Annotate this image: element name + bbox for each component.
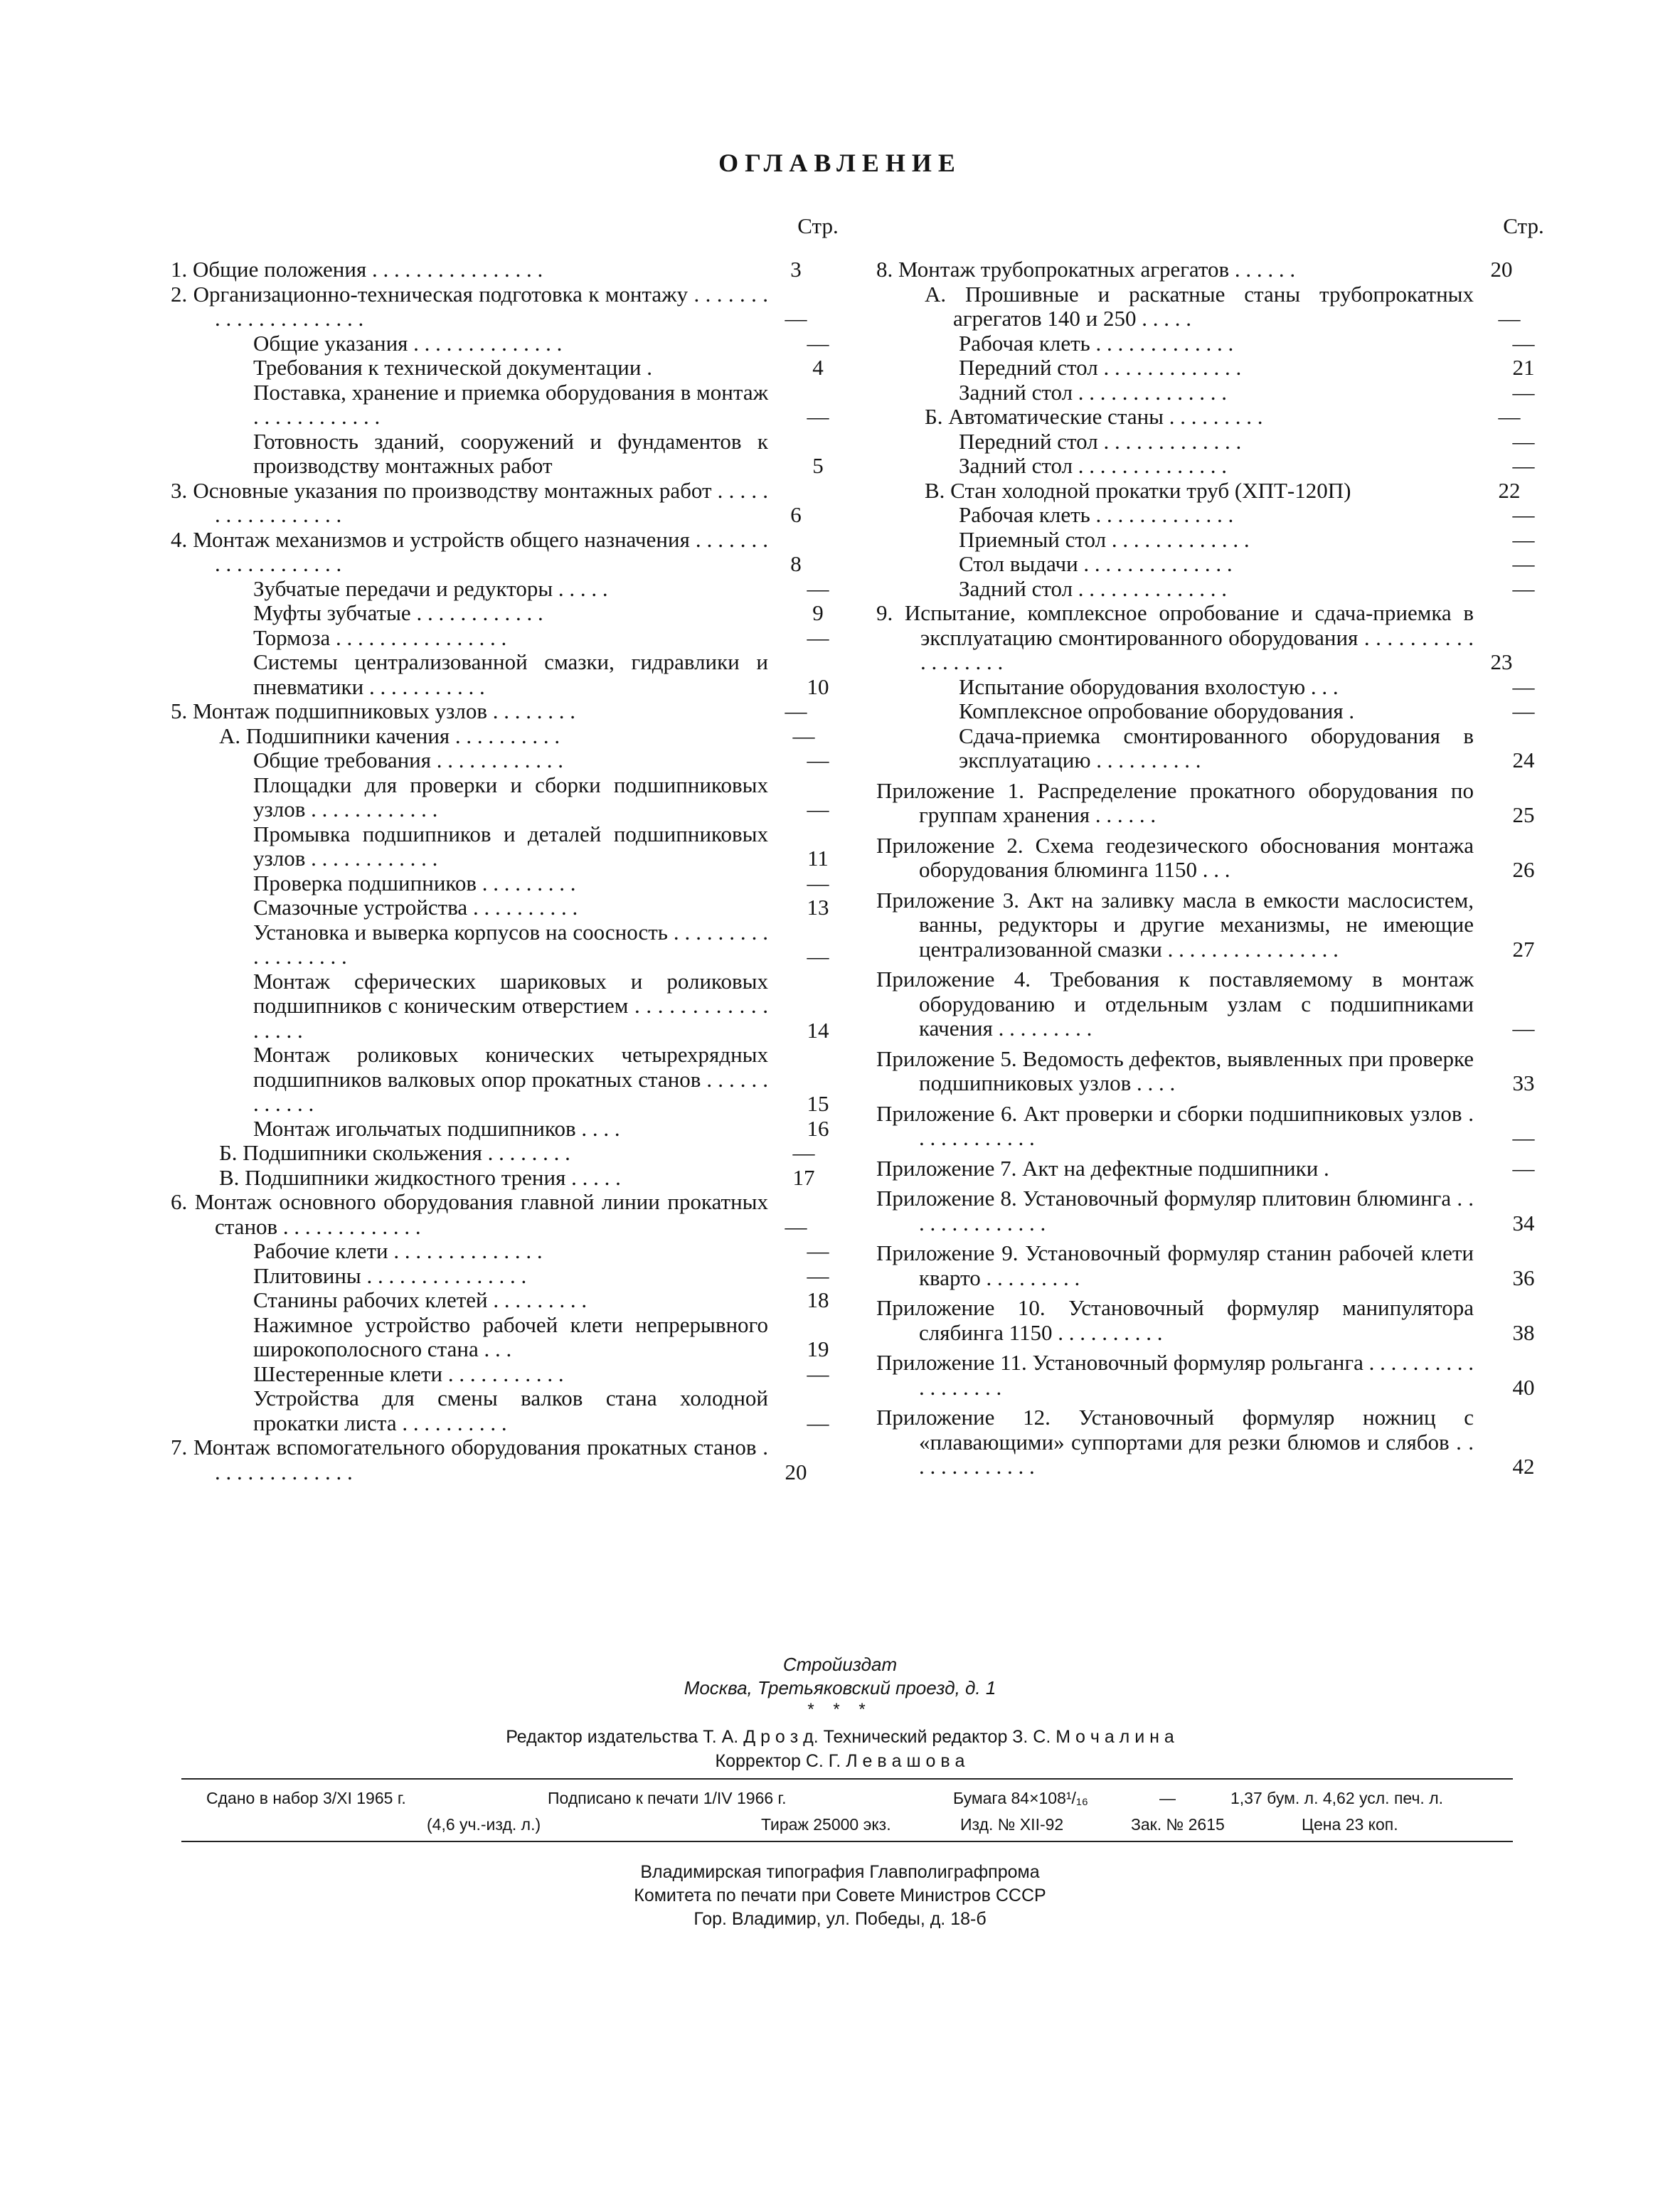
page-title: ОГЛАВЛЕНИЕ	[718, 149, 962, 177]
toc-entry	[171, 381, 846, 430]
toc-entry-page: 10	[807, 674, 829, 699]
toc-entry	[876, 724, 1552, 773]
toc-entry	[876, 282, 1552, 331]
toc-entry-page: 6	[790, 502, 802, 527]
toc-entry	[171, 1435, 846, 1484]
toc-entry-page: 3	[790, 257, 802, 282]
toc-entry-page: 24	[1512, 748, 1535, 772]
toc-entry	[876, 601, 1552, 675]
toc-entry-title: Проверка подшипников . . . . . . . . .	[253, 870, 576, 895]
toc-entry	[171, 1239, 846, 1264]
toc-entry-page: —	[785, 698, 807, 723]
toc-entry-title: 4. Монтаж механизмов и устройств общего назначения . . . . . . . . . . . . . . . . . . .	[171, 526, 768, 576]
toc-entry-title: Установка и выверка корпусов на соосность . . . . . . . . . . . . . . . . . .	[253, 919, 768, 969]
toc-entry-page: 36	[1512, 1265, 1535, 1290]
toc-entry	[876, 1186, 1552, 1235]
toc-entry-page: —	[1512, 1125, 1535, 1150]
toc-entry-page: 27	[1512, 936, 1535, 962]
publisher-address: Москва, Третьяковский проезд, д. 1	[684, 1677, 996, 1698]
toc-entry-page: —	[1512, 551, 1535, 576]
toc-entry-title: Приложение 4. Требования к поставляемому в монтаж оборудованию и отдельным узлам с подшипниками качения . . . . . . . . .	[876, 967, 1474, 1041]
toc-entry-title: Муфты зубчатые . . . . . . . . . . . .	[253, 600, 543, 625]
toc-entry-page: 4	[812, 355, 824, 380]
toc-entry	[171, 356, 846, 381]
toc-entry-title: А. Прошивные и раскатные станы трубопрокатных агрегатов 140 и 250 . . . . .	[925, 281, 1474, 331]
toc-entry-title: 9. Испытание, комплексное опробование и сдача-приемка в эксплуатацию смонтированного оборудования . . . . . . . . . . . . . . . . . .	[876, 600, 1474, 674]
toc-entry	[171, 724, 846, 749]
toc-entry-title: 6. Монтаж основного оборудования главной линии прокатных станов . . . . . . . . . . . . .	[171, 1189, 768, 1239]
toc-entry	[171, 577, 846, 602]
toc-entry-title: Промывка подшипников и деталей подшипниковых узлов . . . . . . . . . . . .	[253, 821, 768, 871]
toc-entry-title: Шестеренные клети . . . . . . . . . . .	[253, 1361, 564, 1386]
toc-entry	[876, 454, 1552, 479]
toc-entry	[876, 967, 1552, 1041]
toc-entry	[171, 822, 846, 871]
print-detail-cell: —	[1159, 1789, 1176, 1807]
toc-entry-page: 9	[812, 600, 824, 625]
corrector-line: Корректор С. Г. Л е в а ш о в а	[715, 1751, 965, 1771]
toc-entry	[876, 699, 1552, 724]
toc-entry	[171, 626, 846, 651]
print-detail-cell: Бумага 84×108¹/₁₆	[953, 1789, 1088, 1807]
toc-entry-title: Приложение 3. Акт на заливку масла в емкости маслосистем, ванны, редукторы и другие механизмы, не имеющие централизованной смазки . . . . . . . . . . . . . . . .	[876, 887, 1474, 962]
toc-entry-title: Тормоза . . . . . . . . . . . . . . . .	[253, 624, 507, 650]
toc-entry-title: Рабочая клеть . . . . . . . . . . . . .	[959, 330, 1234, 356]
toc-entry	[876, 675, 1552, 700]
toc-entry	[876, 1102, 1552, 1151]
toc-entry-page: —	[1512, 330, 1535, 356]
toc-entry-title: А. Подшипники качения . . . . . . . . . .	[219, 723, 560, 748]
toc-entry	[171, 871, 846, 896]
toc-entry-page: —	[807, 1238, 829, 1263]
imprint-rule-top	[181, 1778, 1513, 1780]
printer-line: Комитета по печати при Совете Министров СССР	[634, 1886, 1046, 1905]
toc-entry-page: 23	[1490, 649, 1513, 674]
toc-entry-title: Приложение 1. Распределение прокатного оборудования по группам хранения . . . . . .	[876, 777, 1474, 827]
toc-right-entries	[876, 257, 1552, 1479]
toc-entry-title: Стол выдачи . . . . . . . . . . . . . .	[959, 551, 1233, 576]
toc-entry	[171, 601, 846, 626]
print-detail-cell: 1,37 бум. л. 4,62 усл. печ. л.	[1230, 1789, 1444, 1807]
toc-entry-title: Приложение 2. Схема геодезического обоснования монтажа оборудования блюминга 1150 . . .	[876, 832, 1474, 882]
toc-entry-title: Комплексное опробование оборудования .	[959, 698, 1355, 723]
toc-entry	[171, 1117, 846, 1142]
toc-entry-page: —	[785, 1213, 807, 1239]
page-column-label: Стр.	[797, 213, 839, 238]
toc-entry-page: —	[1512, 379, 1535, 405]
editors-line: Редактор издательства Т. А. Д р о з д. Технический редактор З. С. М о ч а л и н а	[506, 1727, 1174, 1747]
toc-entry-page: 25	[1512, 802, 1535, 827]
toc-entry-title: Передний стол . . . . . . . . . . . . .	[959, 355, 1242, 380]
toc-entry	[876, 405, 1552, 430]
toc-entry-title: Смазочные устройства . . . . . . . . . .	[253, 895, 578, 920]
toc-entry	[171, 650, 846, 699]
toc-entry-page: —	[1512, 428, 1535, 454]
toc-entry-page: —	[807, 870, 829, 895]
toc-entry-title: Приложение 9. Установочный формуляр станин рабочей клети кварто . . . . . . . . .	[876, 1240, 1474, 1290]
toc-entry	[171, 1288, 846, 1313]
print-detail-cell: Сдано в набор 3/XI 1965 г.	[206, 1789, 406, 1807]
toc-entry-title: Приложение 8. Установочный формуляр плитовин блюминга . . . . . . . . . . . . . .	[876, 1186, 1474, 1235]
toc-entry-page: 19	[807, 1336, 829, 1361]
toc-entry	[876, 834, 1552, 883]
toc-entry	[171, 1141, 846, 1166]
toc-entry	[876, 888, 1552, 962]
toc-entry	[876, 1241, 1552, 1290]
toc-entry	[171, 1386, 846, 1435]
toc-entry-title: В. Стан холодной прокатки труб (ХПТ-120П)	[925, 477, 1351, 503]
toc-entry-title: Станины рабочих клетей . . . . . . . . .	[253, 1287, 588, 1312]
toc-entry-title: Монтаж игольчатых подшипников . . . .	[253, 1115, 620, 1141]
toc-entry-page: 11	[807, 846, 829, 871]
toc-entry	[171, 969, 846, 1043]
toc-entry-page: 34	[1512, 1210, 1535, 1235]
toc-entry-page: 20	[785, 1459, 807, 1484]
toc-entry-page: —	[807, 624, 829, 650]
toc-entry-page: 22	[1498, 477, 1521, 503]
toc-entry-title: 1. Общие положения . . . . . . . . . . . . . . . .	[171, 257, 543, 282]
toc-entry-page: 13	[807, 895, 829, 920]
toc-entry-title: Б. Подшипники скольжения . . . . . . . .	[219, 1140, 570, 1165]
toc-entry	[171, 282, 846, 331]
toc-entry	[171, 748, 846, 773]
toc-entry-page: 17	[792, 1164, 815, 1190]
toc-entry-title: Монтаж сферических шариковых и роликовых подшипников с коническим отверстием . . . . . . . . . . . . . . . . .	[253, 968, 768, 1043]
toc-entry-title: Плитовины . . . . . . . . . . . . . . .	[253, 1262, 527, 1288]
toc-entry	[171, 257, 846, 282]
toc-entry-page: —	[1512, 502, 1535, 527]
toc-entry-page: 40	[1512, 1374, 1535, 1400]
toc-entry-title: Сдача-приемка смонтированного оборудования в эксплуатацию . . . . . . . . . .	[959, 723, 1474, 772]
toc-entry-title: 7. Монтаж вспомогательного оборудования прокатных станов . . . . . . . . . . . . . .	[171, 1435, 768, 1484]
toc-entry-title: 3. Основные указания по производству монтажных работ . . . . . . . . . . . . . . . . .	[171, 477, 768, 527]
toc-entry-title: Общие указания . . . . . . . . . . . . . .	[253, 330, 563, 356]
toc-entry	[876, 1047, 1552, 1096]
toc-entry-page: 21	[1512, 355, 1535, 380]
toc-entry	[876, 1405, 1552, 1479]
toc-entry	[876, 381, 1552, 405]
toc-entry	[171, 920, 846, 969]
page-column-label: Стр.	[1503, 213, 1544, 238]
publisher-name: Стройиздат	[782, 1654, 898, 1675]
toc-entry-page: —	[807, 1410, 829, 1435]
toc-entry-page: —	[1512, 674, 1535, 699]
toc-entry-page: —	[1512, 698, 1535, 723]
toc-entry-title: Передний стол . . . . . . . . . . . . .	[959, 428, 1242, 454]
toc-entry	[171, 1190, 846, 1239]
toc-entry-title: Монтаж роликовых конических четырехрядных подшипников валковых опор прокатных станов . . . . . . . . . . . .	[253, 1042, 768, 1116]
toc-entry-page: 18	[807, 1287, 829, 1312]
toc-entry-title: Общие требования . . . . . . . . . . . .	[253, 748, 564, 772]
printer-line: Гор. Владимир, ул. Победы, д. 18-б	[693, 1909, 987, 1929]
toc-entry	[876, 1157, 1552, 1181]
toc-entry	[876, 356, 1552, 381]
toc-entry-page: 26	[1512, 857, 1535, 882]
toc-entry	[171, 773, 846, 822]
toc-entry-page: 8	[790, 551, 802, 576]
toc-entry-page: 14	[807, 1017, 829, 1043]
toc-entry	[171, 1313, 846, 1362]
print-detail-cell: Подписано к печати 1/IV 1966 г.	[548, 1789, 787, 1807]
toc-entry-title: Поставка, хранение и приемка оборудования в монтаж . . . . . . . . . . . .	[253, 379, 768, 429]
toc-entry-title: Приложение 10. Установочный формуляр манипулятора слябинга 1150 . . . . . . . . . .	[876, 1295, 1474, 1345]
toc-entry-title: 2. Организационно-техническая подготовка к монтажу . . . . . . . . . . . . . . . . . . . . .	[171, 281, 768, 331]
toc-entry-title: Приемный стол . . . . . . . . . . . . .	[959, 526, 1250, 552]
toc-entry	[876, 528, 1552, 553]
toc-entry-page: —	[792, 1140, 815, 1165]
toc-entry	[171, 1043, 846, 1117]
print-detail-cell: Изд. № XII-92	[960, 1815, 1064, 1834]
toc-entry-title: Площадки для проверки и сборки подшипниковых узлов . . . . . . . . . . . .	[253, 772, 768, 822]
toc-entry-title: Приложение 5. Ведомость дефектов, выявленных при проверке подшипниковых узлов . . . .	[876, 1046, 1474, 1095]
toc-entry	[876, 577, 1552, 602]
toc-entry-page: —	[807, 330, 829, 356]
toc-entry	[876, 430, 1552, 454]
toc-entry	[171, 479, 846, 528]
print-detail-cell: Тираж 25000 экз.	[761, 1815, 891, 1834]
toc-left-entries	[171, 257, 846, 1484]
toc-entry-title: 8. Монтаж трубопрокатных агрегатов . . . . . .	[876, 257, 1296, 282]
toc-entry-title: Системы централизованной смазки, гидравлики и пневматики . . . . . . . . . . .	[253, 649, 768, 699]
toc-entry-title: Требования к технической документации .	[253, 355, 652, 380]
toc-entry-page: —	[1512, 575, 1535, 601]
toc-entry-title: Зубчатые передачи и редукторы . . . . .	[253, 575, 608, 601]
toc-entry-page: —	[807, 404, 829, 429]
toc-entry	[171, 430, 846, 479]
toc-entry-page: —	[1498, 306, 1521, 331]
toc-entry	[876, 257, 1552, 282]
imprint-rule-bottom	[181, 1841, 1513, 1842]
printer-line: Владимирская типография Главполиграфпрома	[640, 1862, 1040, 1882]
toc-entry	[876, 331, 1552, 356]
toc-entry-page: —	[785, 306, 807, 331]
print-detail-cell: Цена 23 коп.	[1302, 1815, 1398, 1834]
toc-entry	[171, 1264, 846, 1289]
toc-entry	[171, 528, 846, 577]
toc-entry-title: Рабочая клеть . . . . . . . . . . . . .	[959, 502, 1234, 527]
separator-stars: * * *	[807, 1700, 873, 1719]
toc-entry-title: Приложение 12. Установочный формуляр ножниц с «плавающими» суппортами для резки блюмов и слябов . . . . . . . . . . . . .	[876, 1405, 1474, 1479]
toc-entry-page: —	[792, 723, 815, 748]
toc-entry-title: Задний стол . . . . . . . . . . . . . .	[959, 453, 1228, 478]
toc-entry-page: —	[1512, 526, 1535, 552]
toc-entry	[171, 1362, 846, 1387]
toc-entry	[876, 479, 1552, 504]
toc-entry-page: —	[1512, 1155, 1535, 1181]
toc-entry	[171, 699, 846, 724]
toc-entry	[876, 1351, 1552, 1400]
toc-entry-page: —	[1512, 1016, 1535, 1041]
toc-entry-page: —	[807, 575, 829, 601]
toc-entry	[876, 1296, 1552, 1345]
toc-entry	[876, 552, 1552, 577]
toc-entry	[171, 331, 846, 356]
toc-entry-page: —	[807, 1361, 829, 1386]
toc-entry-page: 42	[1512, 1454, 1535, 1479]
toc-entry-title: Задний стол . . . . . . . . . . . . . .	[959, 575, 1228, 601]
toc-entry-page: 38	[1512, 1319, 1535, 1345]
toc-entry-title: Б. Автоматические станы . . . . . . . . .	[925, 404, 1263, 429]
toc-entry-page: —	[807, 748, 829, 772]
print-detail-cell: Зак. № 2615	[1131, 1815, 1225, 1834]
toc-entry-page: 16	[807, 1115, 829, 1141]
toc-entry-page: 33	[1512, 1070, 1535, 1095]
toc-entry-title: 5. Монтаж подшипниковых узлов . . . . . . . .	[171, 698, 575, 723]
toc-entry	[171, 1166, 846, 1191]
toc-entry-page: —	[807, 797, 829, 822]
toc-entry-title: Задний стол . . . . . . . . . . . . . .	[959, 379, 1228, 405]
toc-entry-page: —	[807, 1262, 829, 1288]
toc-entry-page: 5	[812, 453, 824, 478]
toc-entry	[876, 503, 1552, 528]
toc-entry-title: Испытание оборудования вхолостую . . .	[959, 674, 1339, 699]
toc-entry	[876, 779, 1552, 828]
toc-entry-page: —	[807, 944, 829, 969]
toc-entry	[171, 895, 846, 920]
toc-entry-title: Приложение 6. Акт проверки и сборки подшипниковых узлов . . . . . . . . . . . .	[876, 1100, 1474, 1150]
toc-entry-page: 15	[807, 1091, 829, 1116]
toc-entry-page: —	[1498, 404, 1521, 429]
toc-entry-page: 20	[1490, 257, 1513, 282]
toc-entry-page: —	[1512, 453, 1535, 478]
print-detail-cell: (4,6 уч.-изд. л.)	[427, 1815, 541, 1834]
toc-entry-title: Устройства для смены валков стана холодной прокатки листа . . . . . . . . . .	[253, 1386, 768, 1435]
toc-entry-title: Готовность зданий, сооружений и фундаментов к производству монтажных работ	[253, 428, 768, 478]
toc-entry-title: Рабочие клети . . . . . . . . . . . . . .	[253, 1238, 543, 1263]
toc-entry-title: Приложение 11. Установочный формуляр рольганга . . . . . . . . . . . . . . . . . .	[876, 1350, 1474, 1400]
toc-entry-title: Нажимное устройство рабочей клети непрерывного широкополосного стана . . .	[253, 1312, 768, 1361]
toc-entry-title: В. Подшипники жидкостного трения . . . . .	[219, 1164, 621, 1190]
toc-entry-title: Приложение 7. Акт на дефектные подшипники .	[876, 1155, 1329, 1181]
